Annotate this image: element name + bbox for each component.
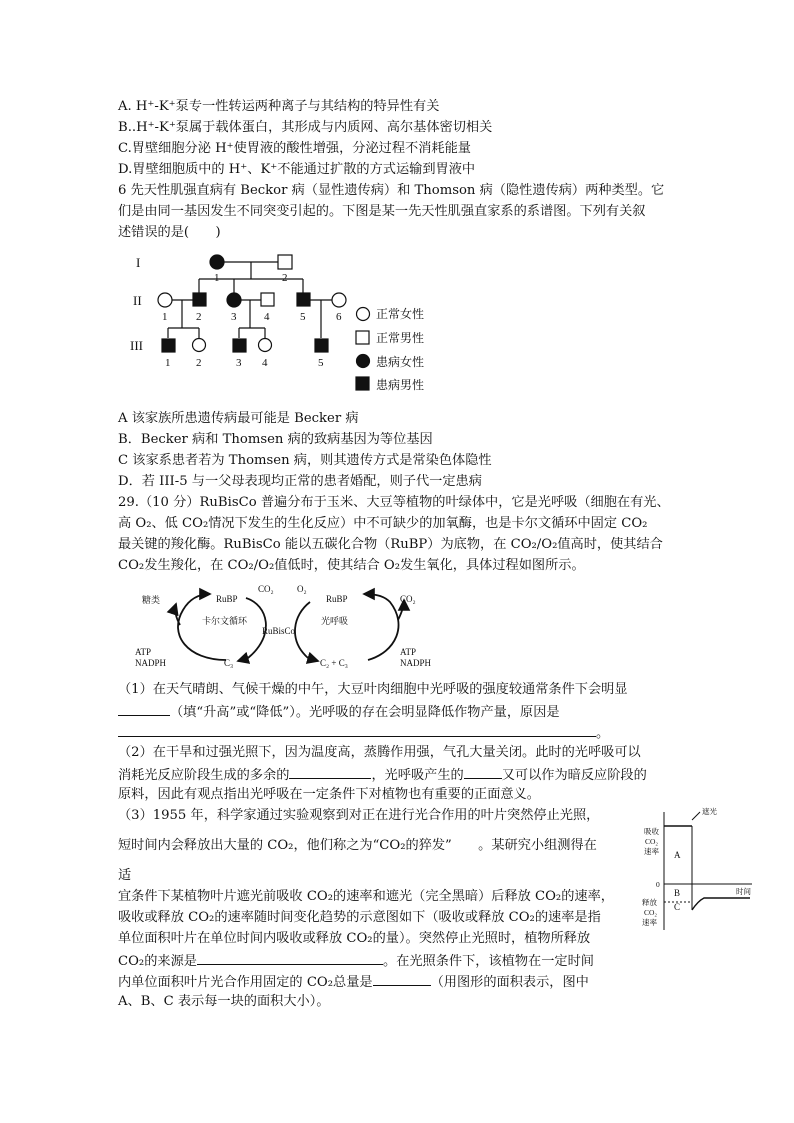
calvin-photorespiration-diagram: [128, 580, 448, 672]
label-rubp-right: RuBP: [326, 594, 348, 604]
label-rubp-left: RuBP: [216, 594, 238, 604]
graph-absorb-2: CO₂: [645, 837, 659, 846]
num-ii-1: 1: [162, 311, 168, 323]
q29-part2-text-a: 消耗光反应阶段生成的多余的: [118, 768, 290, 783]
graph-area-b: B: [674, 888, 681, 898]
q29-part3-line-6: 单位面积叶片在单位时间内吸收或释放 CO₂的量）。突然停止光照时，植物所释放: [118, 931, 591, 946]
q6-option-c: C 该家系患者若为 Thomsen 病，则其遗传方式是常染色体隐性: [118, 453, 492, 468]
graph-area-c: C: [674, 902, 681, 912]
legend-affected-female: 患病女性: [376, 355, 425, 369]
num-iii-4: 4: [262, 357, 268, 369]
q29-part3-line-5: 吸收或释放 CO₂的速率随时间变化趋势的示意图如下（吸收或释放 CO₂的速率是指: [118, 910, 601, 925]
pedigree-chart: [118, 246, 448, 396]
q5-option-c: C.胃壁细胞分泌 H⁺使胃液的酸性增强，分泌过程不消耗能量: [118, 141, 471, 156]
q6-option-b: B．Becker 病和 Thomsen 病的致病基因为等位基因: [118, 432, 433, 447]
answer-blank-1[interactable]: [118, 701, 170, 716]
q29-part1-line-3: [118, 722, 609, 743]
answer-blank-3[interactable]: [289, 764, 371, 779]
label-o2-top: O₂: [297, 584, 307, 594]
graph-absorb-1: 吸收: [644, 827, 659, 836]
num-ii-6: 6: [336, 311, 342, 323]
graph-absorb-3: 速率: [644, 847, 659, 856]
q29-part1-line-2: [118, 701, 560, 722]
q29-part3-line-9: A、B、C 表示每一块的面积大小）。: [118, 994, 330, 1009]
graph-release-3: 速率: [642, 918, 657, 927]
q29-part2-line-2: [118, 764, 647, 785]
label-rubisco: RuBisCo: [262, 626, 296, 636]
legend-normal-female: 正常女性: [376, 307, 425, 321]
q29-part3-line-2: 短时间内会释放出大量的 CO₂，他们称之为“CO₂的猝发” 。某研究小组测得在: [118, 838, 597, 853]
gen-label-ii: II: [133, 293, 142, 308]
label-nadph-right: NADPH: [400, 658, 432, 668]
q5-option-a: A. H⁺-K⁺泵专一性转运两种离子与其结构的特异性有关: [118, 99, 440, 114]
answer-blank-2[interactable]: [118, 722, 596, 737]
legend-affected-male: 患病男性: [376, 378, 425, 392]
q29-part3-line-4: 宜条件下某植物叶片遮光前吸收 CO₂的速率和遮光（完全黑暗）后释放 CO₂的速率，: [118, 889, 614, 904]
q29-intro-line-4: CO₂发生羧化，在 CO₂/O₂值低时，使其结合 O₂发生氧化，具体过程如图所示。: [118, 558, 585, 573]
num-i-2: 2: [282, 272, 288, 284]
num-ii-3: 3: [231, 311, 237, 323]
num-iii-2: 2: [196, 357, 202, 369]
label-nadph-left: NADPH: [135, 658, 167, 668]
graph-release-1: 释放: [642, 898, 657, 907]
graph-release-2: CO₂: [644, 908, 658, 917]
num-iii-5: 5: [318, 357, 324, 369]
num-i-1: 1: [214, 272, 220, 284]
q29-part3-line-1: （3）1955 年，科学家通过实验观察到对正在进行光合作用的叶片突然停止光照，: [118, 808, 600, 823]
label-atp-right: ATP: [400, 647, 417, 657]
q29-part3-line-8: [118, 971, 589, 992]
label-sugar: 糖类: [142, 596, 161, 606]
label-c2-c3: C₂ + C₃: [320, 658, 348, 668]
q29-part3-text-a: CO₂的来源是: [118, 954, 197, 969]
num-ii-2: 2: [196, 311, 202, 323]
q29-intro-line-2: 高 O₂、低 CO₂情况下发生的生化反应）中不可缺少的加氧酶，也是卡尔文循环中固定 CO₂: [118, 516, 648, 531]
q29-intro-line-3: 最关键的羧化酶。RuBisCo 能以五碳化合物（RuBP）为底物，在 CO₂/O₂值高时，使其结合: [118, 537, 663, 552]
label-photorespiration: 光呼吸: [321, 617, 349, 627]
q29-intro-line-1: 29.（10 分）RuBisCo 普遍分布于玉米、大豆等植物的叶绿体中，它是光呼吸（细胞在有光、: [118, 495, 670, 510]
q5-option-b: B..H⁺-K⁺泵属于载体蛋白，其形成与内质网、高尔基体密切相关: [118, 120, 493, 135]
q29-part1-text: （填“升高”或“降低”）。光呼吸的存在会明显降低作物产量，原因是: [170, 705, 560, 720]
q29-part3-line-3: 适: [118, 868, 132, 883]
q29-part2-line-1: （2）在干旱和过强光照下，因为温度高，蒸腾作用强，气孔大量关闭。此时的光呼吸可以: [118, 745, 641, 760]
label-co2-top: CO₂: [258, 584, 274, 594]
num-iii-3: 3: [236, 357, 242, 369]
q29-part2-text-c: 又可以作为暗反应阶段的: [501, 768, 647, 783]
q6-stem-line-1: 6 先天性肌强直病有 Beckor 病（显性遗传病）和 Thomson 病（隐性遗传病）两种类型。它: [118, 183, 665, 198]
q29-part3-text-c: 内单位面积叶片光合作用固定的 CO₂总量是: [118, 975, 373, 990]
num-ii-4: 4: [264, 311, 270, 323]
q29-part1-line-1: （1）在天气晴朗、气候干燥的中午，大豆叶肉细胞中光呼吸的强度较通常条件下会明显: [118, 682, 628, 697]
label-atp-left: ATP: [135, 647, 152, 657]
graph-shade-label: 遮光: [702, 807, 717, 816]
num-ii-5: 5: [300, 311, 306, 323]
q6-option-d: D．若 III-5 与一父母表现均正常的患者婚配，则子代一定患病: [118, 474, 482, 489]
graph-area-a: A: [674, 850, 681, 860]
q29-part1-end: 。: [596, 726, 610, 741]
graph-zero: 0: [656, 880, 660, 889]
gen-label-i: I: [136, 255, 141, 270]
label-co2-right: CO₂: [400, 594, 416, 604]
co2-rate-graph: [640, 800, 760, 940]
label-c3-left: C₃: [224, 658, 234, 668]
answer-blank-4[interactable]: [464, 764, 502, 779]
q29-part3-line-7: [118, 950, 594, 971]
graph-time-label: 时间: [736, 887, 751, 896]
q5-option-d: D.胃壁细胞质中的 H⁺、K⁺不能通过扩散的方式运输到胃液中: [118, 162, 476, 177]
q6-stem-line-3: 述错误的是( ): [118, 225, 221, 240]
gen-label-iii: III: [130, 338, 143, 353]
q29-part3-text-d: （用图形的面积表示，图中: [430, 975, 589, 990]
legend-normal-male: 正常男性: [376, 331, 425, 345]
q6-stem-line-2: 们是由同一基因发生不同突变引起的。下图是某一先天性肌强直家系的系谱图。下列有关叙: [118, 204, 646, 219]
label-calvin-cycle: 卡尔文循环: [202, 617, 248, 627]
num-iii-1: 1: [165, 357, 171, 369]
answer-blank-6[interactable]: [373, 971, 431, 986]
q29-part3-text-b: 。在光照条件下，该植物在一定时间: [382, 954, 594, 969]
q6-option-a: A 该家族所患遗传病最可能是 Becker 病: [118, 411, 359, 426]
q29-part2-line-3: 原料，因此有观点指出光呼吸在一定条件下对植物也有重要的正面意义。: [118, 787, 540, 802]
answer-blank-5[interactable]: [197, 950, 383, 965]
q29-part2-text-b: ，光呼吸产生的: [371, 768, 464, 783]
